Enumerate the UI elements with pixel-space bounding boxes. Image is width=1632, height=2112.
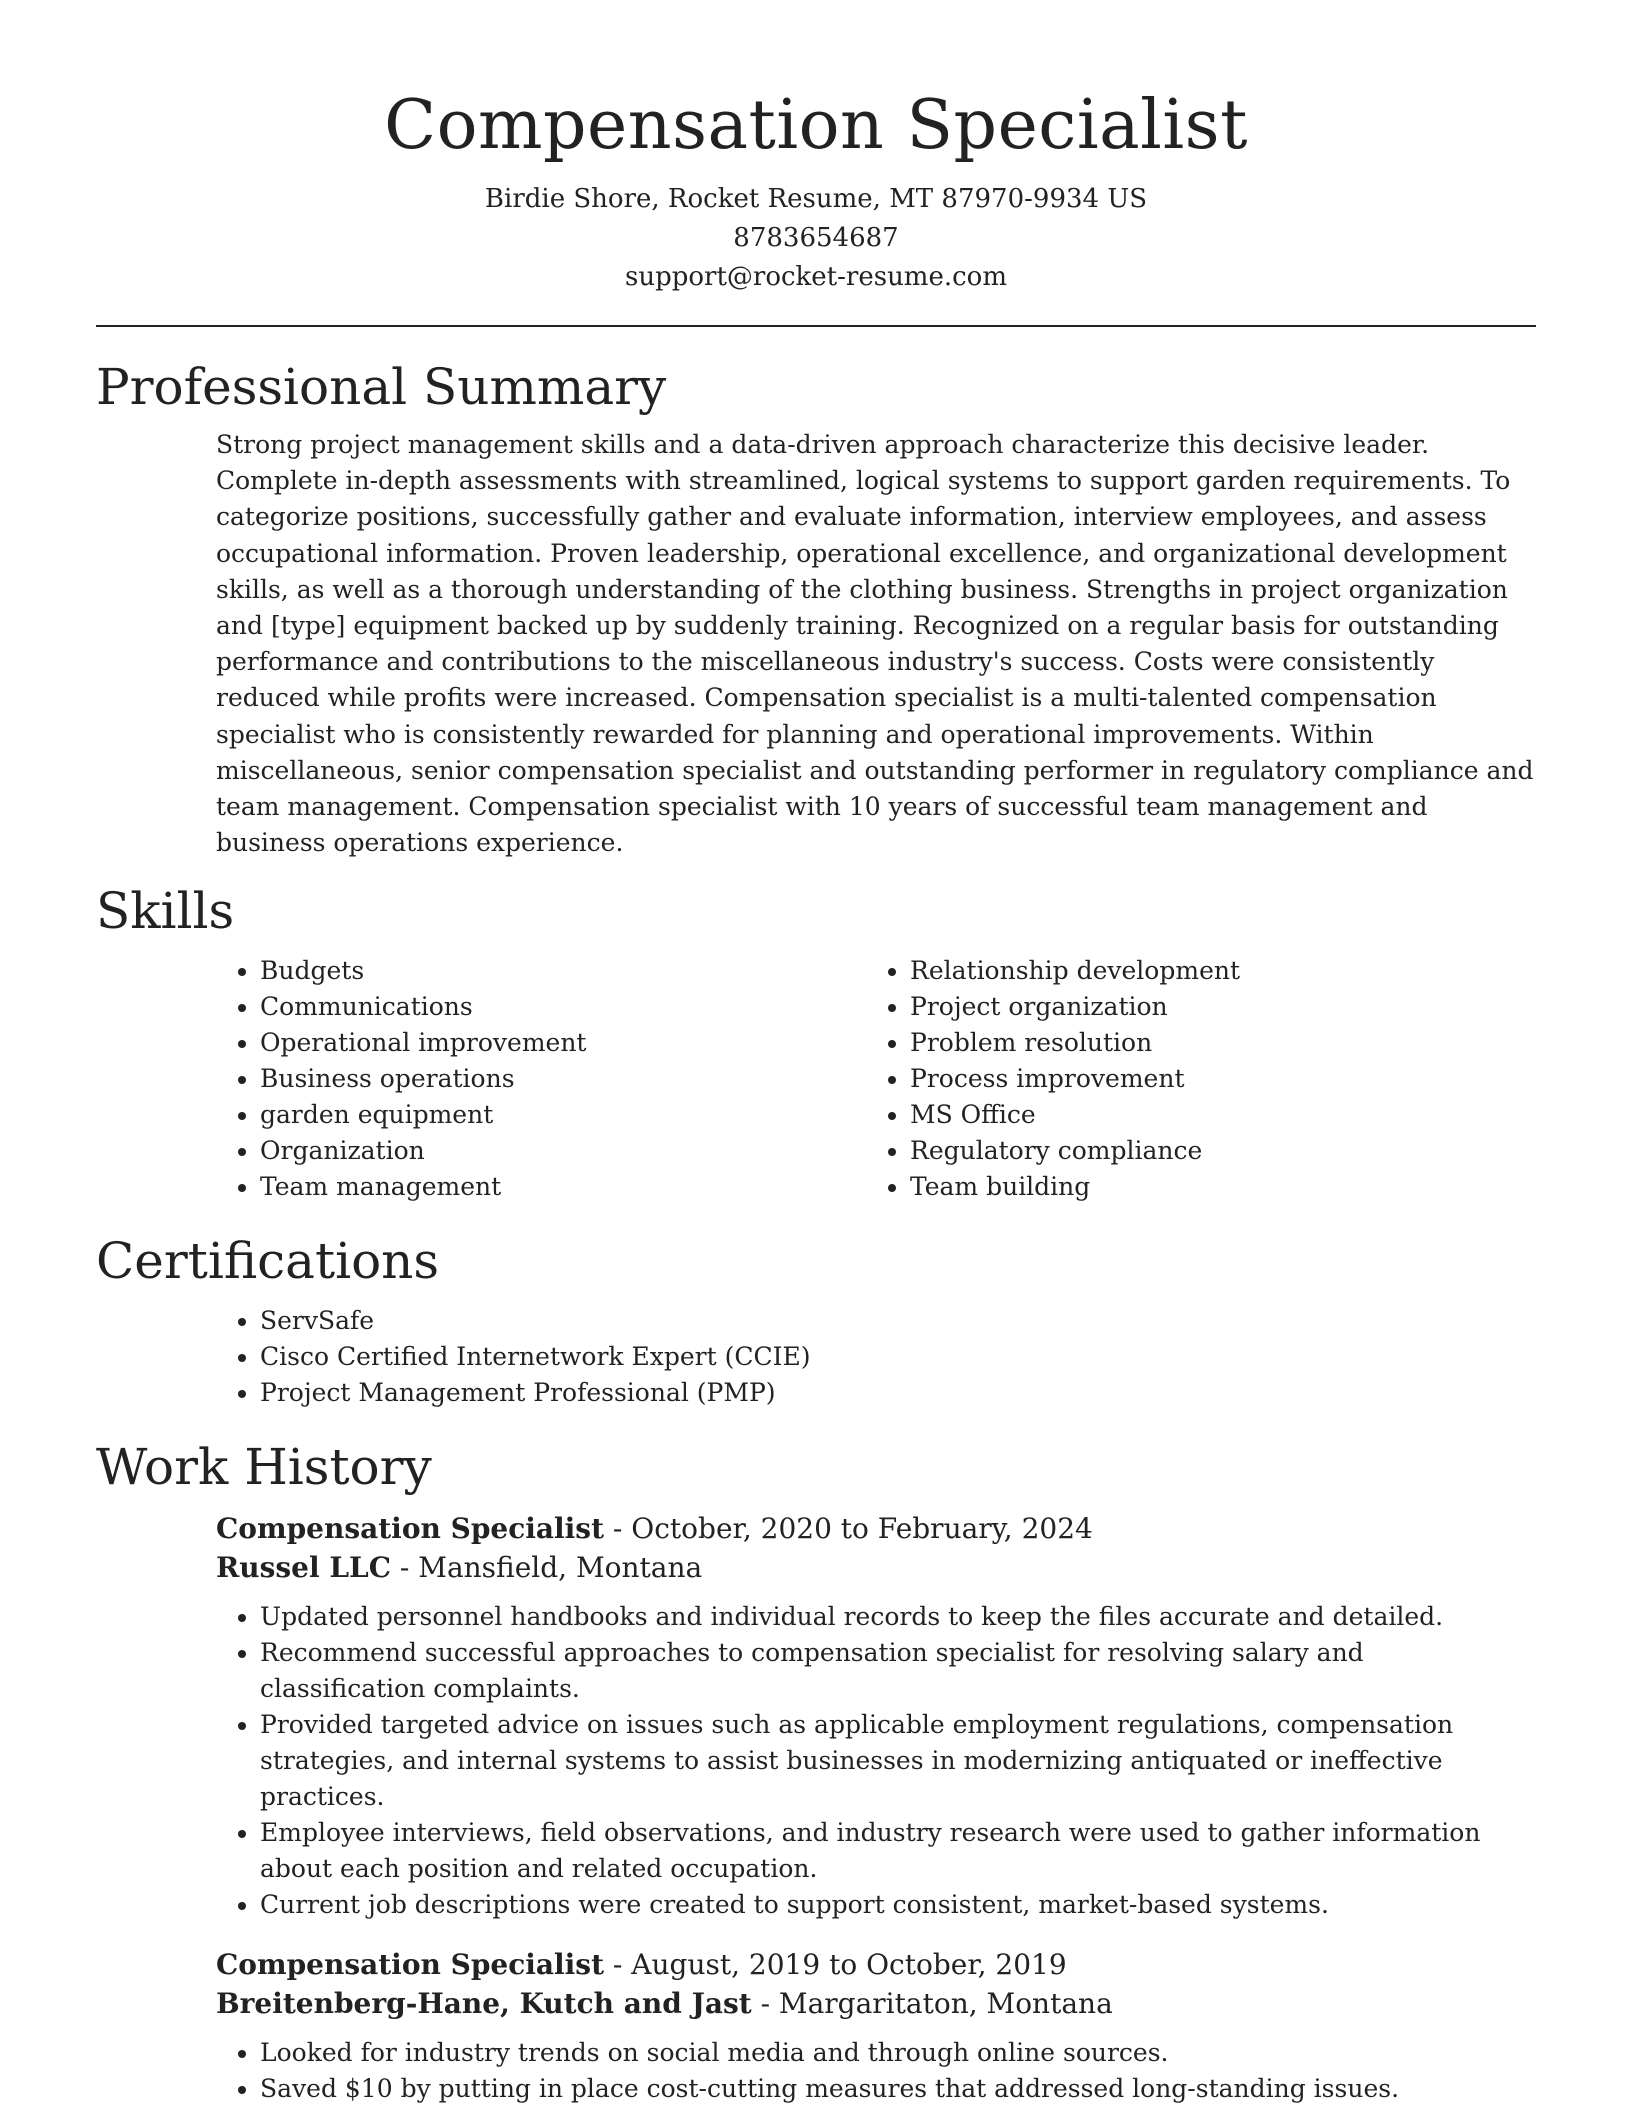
contact-email: support@rocket-resume.com xyxy=(624,262,1007,292)
job-bullet: • Saved $10 by putting in place cost-cutting measures that addressed long-standing issues. xyxy=(260,2071,1536,2107)
skill-item: • Team building xyxy=(910,1169,1516,1205)
job-location: - Margaritaton, Montana xyxy=(751,1987,1113,2021)
resume-page xyxy=(96,0,1536,2107)
job-bullet: • Updated personnel handbooks and individual records to keep the files accurate and detailed. xyxy=(260,1599,1536,1635)
candidate-name: Compensation Specialist xyxy=(384,86,1248,165)
header-divider xyxy=(96,325,1536,327)
skill-item: • Communications xyxy=(260,989,866,1025)
skill-item: • Budgets xyxy=(260,953,866,989)
job-company-line xyxy=(216,1548,1536,1587)
job-bullet: • Employee interviews, field observations, and industry research were used to gather information about each position and related occupation. xyxy=(260,1815,1536,1887)
skills-heading: Skills xyxy=(96,882,235,941)
job-dates: - October, 2020 to February, 2024 xyxy=(604,1512,1093,1546)
job-company: Russel LLC xyxy=(216,1551,392,1585)
skill-item: • garden equipment xyxy=(260,1097,866,1133)
certification-item: • ServSafe xyxy=(260,1303,1536,1339)
job-company: Breitenberg-Hane, Kutch and Jast xyxy=(216,1987,752,2021)
skills-list-right xyxy=(866,953,1516,1205)
job-bullet: • Recommend successful approaches to compensation specialist for resolving salary and classification complaints. xyxy=(260,1635,1536,1707)
skills-section xyxy=(96,881,1536,1205)
job-bullet: • Current job descriptions were created to support consistent, market-based systems. xyxy=(260,1887,1536,1923)
skill-item: • Business operations xyxy=(260,1061,866,1097)
job-title-line xyxy=(216,1945,1536,1984)
certifications-section xyxy=(96,1231,1536,1411)
job-location: - Mansfield, Montana xyxy=(391,1551,703,1585)
skill-item: • Process improvement xyxy=(910,1061,1516,1097)
summary-heading: Professional Summary xyxy=(96,358,667,416)
skill-item: • Organization xyxy=(260,1133,866,1169)
contact-address: Birdie Shore, Rocket Resume, MT 87970-9934 US xyxy=(484,184,1148,214)
job-company-line xyxy=(216,1984,1536,2023)
job-entry xyxy=(216,1509,1536,1923)
job-title-line xyxy=(216,1509,1536,1548)
work-history-heading: Work History xyxy=(96,1438,432,1497)
job-bullet: • Provided targeted advice on issues such as applicable employment regulations, compensation strategies, and internal systems to assist businesses in modernizing antiquated or ineffective practices. xyxy=(260,1707,1536,1815)
skills-list-left xyxy=(216,953,866,1205)
resume-header xyxy=(96,0,1536,297)
certifications-heading: Certifications xyxy=(96,1232,440,1291)
job-bullet: • Looked for industry trends on social media and through online sources. xyxy=(260,2035,1536,2071)
job-title: Compensation Specialist xyxy=(216,1512,605,1546)
certifications-list xyxy=(216,1303,1536,1411)
skill-item: • Team management xyxy=(260,1169,866,1205)
summary-section xyxy=(96,357,1536,861)
skill-item: • Relationship development xyxy=(910,953,1516,989)
contact-phone: 8783654687 xyxy=(733,223,899,253)
job-bullets xyxy=(216,2035,1536,2107)
work-history-section xyxy=(96,1437,1536,2107)
certification-item: • Cisco Certified Internetwork Expert (CCIE) xyxy=(260,1339,1536,1375)
job-entry xyxy=(216,1945,1536,2107)
skill-item: • Problem resolution xyxy=(910,1025,1516,1061)
skill-item: • Regulatory compliance xyxy=(910,1133,1516,1169)
job-dates: - August, 2019 to October, 2019 xyxy=(604,1948,1067,1982)
job-title: Compensation Specialist xyxy=(216,1948,605,1982)
skill-item: • Project organization xyxy=(910,989,1516,1025)
summary-text: Strong project management skills and a data-driven approach characterize this decisive leader. Complete in-depth assessments with streamlined, logical systems to support garden requirements. To categorize positions, successfully gather and evaluate information, interview employees, and assess occupational information. Proven leadership, operational excellence, and organizational development skills, as well as a thorough understanding of the clothing business. Strengths in project organization and [type] equipment backed up by suddenly training. Recognized on a regular basis for outstanding performance and contributions to the miscellaneous industry's success. Costs were consistently reduced while profits were increased. Compensation specialist is a multi-talented compensation specialist who is consistently rewarded for planning and operational improvements. Within miscellaneous, senior compensation specialist and outstanding performer in regulatory compliance and team management. Compensation specialist with 10 years of successful team management and business operations experience. xyxy=(216,430,1534,858)
skill-item: • Operational improvement xyxy=(260,1025,866,1061)
job-bullets xyxy=(216,1599,1536,1923)
skill-item: • MS Office xyxy=(910,1097,1516,1133)
certification-item: • Project Management Professional (PMP) xyxy=(260,1375,1536,1411)
